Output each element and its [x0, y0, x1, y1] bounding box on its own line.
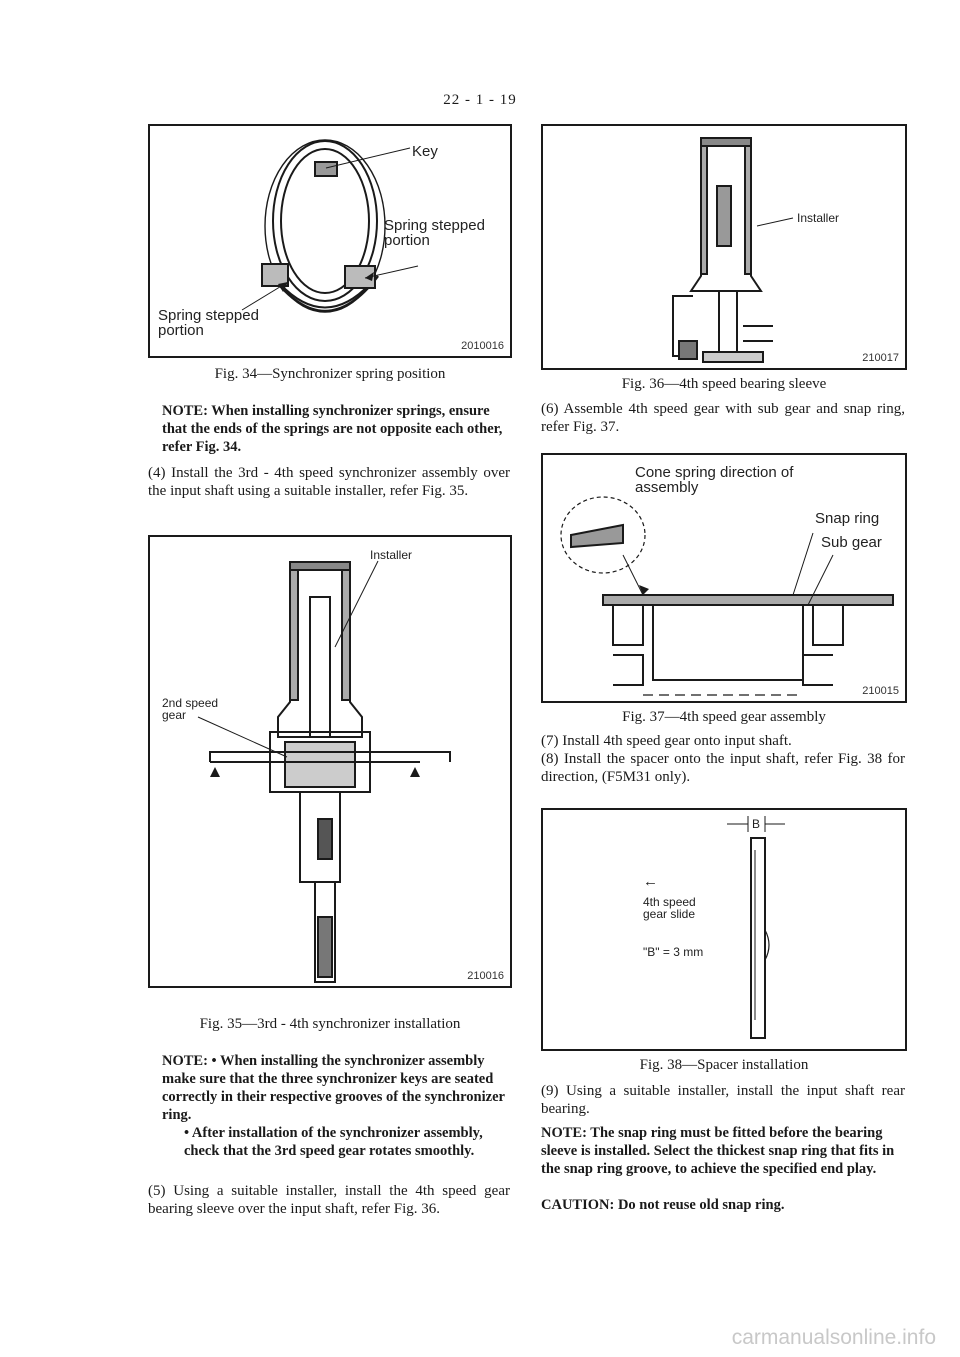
figure-code: 210017 [862, 352, 899, 364]
step-5: (5) Using a suitable installer, install the 4th speed gear bearing sleeve over the input shaft, refer Fig. 36. [148, 1183, 510, 1217]
installer-label: Installer [370, 548, 413, 562]
spring-stepped-portion-left-label: Spring stepped portion [158, 307, 259, 339]
sub-gear-label: Sub gear [821, 534, 882, 551]
page-number: 22 - 1 - 19 [443, 92, 517, 108]
spring-stepped-portion-label: Spring stepped portion [384, 217, 485, 249]
step-9: (9) Using a suitable installer, install the input shaft rear bearing. [541, 1083, 905, 1117]
figure-code: 2010016 [461, 340, 504, 352]
b-dimension-label: B [752, 817, 761, 831]
figure-37 [541, 453, 907, 703]
caution [541, 1196, 905, 1214]
figure-code: 210016 [467, 970, 504, 982]
figure-34-caption: Fig. 34—Synchronizer spring position [214, 366, 446, 382]
figure-38-caption: Fig. 38—Spacer installation [639, 1057, 809, 1073]
bearing-sleeve-illustration [543, 126, 907, 370]
spacer-illustration [543, 810, 907, 1051]
figure-38 [541, 808, 907, 1051]
figure-35 [148, 535, 512, 988]
note-synchronizer-springs [162, 402, 510, 456]
step-4: (4) Install the 3rd - 4th speed synchronizer assembly over the input shaft using a suitable installer, refer Fig. 35. [148, 465, 510, 499]
step-8: (8) Install the spacer onto the input shaft, refer Fig. 38 for direction, (F5M31 only). [541, 751, 905, 785]
note-bullet-1: When installing the synchronizer assembly make sure that the three synchronizer keys are seated correctly in their respective grooves of the synchronizer ring. [162, 1053, 505, 1123]
key-label: Key [412, 143, 438, 160]
figure-36 [541, 124, 907, 370]
note-lead: NOTE: [541, 1125, 587, 1141]
slide-direction-arrow: ← [643, 873, 658, 890]
caution-text: Do not reuse old snap ring. [617, 1197, 785, 1213]
note-text: The snap ring must be fitted before the bearing sleeve is installed. Select the thickest snap ring that fits in the snap ring groove, to achieve the specified end play. [541, 1125, 895, 1177]
footer-watermark: carmanualsonline.info [731, 1326, 936, 1349]
second-speed-gear-label: 2nd speed gear [162, 696, 219, 722]
step-6: (6) Assemble 4th speed gear with sub gear and snap ring, refer Fig. 37. [541, 401, 905, 435]
note-snap-ring [541, 1124, 905, 1178]
figure-code: 210015 [862, 685, 899, 697]
figure-36-caption: Fig. 36—4th speed bearing sleeve [621, 376, 827, 392]
note-lead: NOTE: [162, 403, 208, 419]
cone-spring-direction-label: Cone spring direction of assembly [635, 464, 794, 496]
gear-slide-label: 4th speed gear slide [643, 895, 696, 921]
note-text: When installing synchronizer springs, ensure that the ends of the springs are not opposite each other, refer Fig. 34. [162, 403, 503, 455]
figure-37-caption: Fig. 37—4th speed gear assembly [622, 709, 826, 725]
step-7: (7) Install 4th speed gear onto input shaft. [541, 733, 792, 749]
caution-lead: CAUTION: [541, 1197, 615, 1213]
note-synchronizer-assembly: NOTE: • When installing the synchronizer assembly make sure that the three synchronizer keys are seated correctly in their respective grooves of the synchronizer ring. • After installation of the synchronizer assembly, check that the 3rd speed gear rotates smoothly. [162, 1053, 505, 1159]
b-value-label: "B" = 3 mm [643, 945, 704, 959]
installer-label: Installer [797, 211, 840, 225]
synchronizer-installation-illustration [150, 537, 512, 988]
snap-ring-label: Snap ring [815, 510, 880, 527]
figure-34 [148, 124, 512, 358]
figure-35-caption: Fig. 35—3rd - 4th synchronizer installation [199, 1016, 461, 1032]
note-bullet-2: After installation of the synchronizer assembly, check that the 3rd speed gear rotates smoothly. [184, 1125, 483, 1159]
note-lead: NOTE: [162, 1053, 208, 1069]
